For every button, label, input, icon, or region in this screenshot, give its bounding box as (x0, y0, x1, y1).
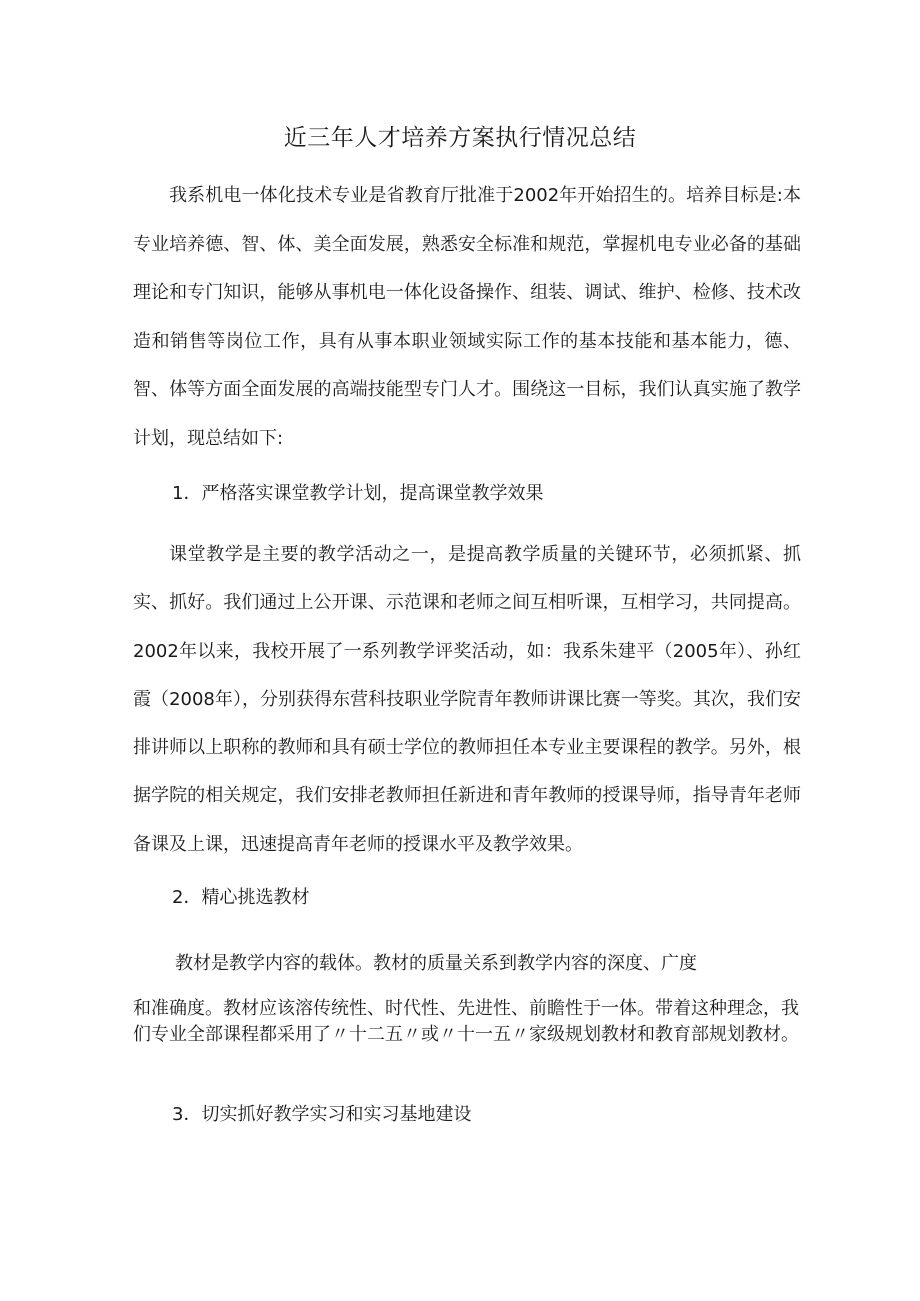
intro-paragraph: 我系机电一体化技术专业是省教育厅批准于2002年开始招生的。培养目标是:本专业培养德、智、体、美全面发展，熟悉安全标准和规范，掌握机电专业必备的基础理论和专门知识，能够从事机电一体化设备操作、组装、调试、维护、检修、技术改造和销售等岗位工作，具有从事本职业领域实际工作的基本技能和基本能力，德、智、体等方面全面发展的高端技能型专门人才。围绕这一目标，我们认真实施了教学计划，现总结如下: (133, 185, 801, 449)
section-heading-1: 1．严格落实课堂教学计划，提高课堂教学效果 (172, 483, 544, 504)
section-heading-2: 2．精心挑选教材 (172, 887, 310, 908)
section-body-2-first-line: 教材是教学内容的载体。教材的质量关系到教学内容的深度、广度 (175, 953, 697, 974)
document-title: 近三年人才培养方案执行情况总结 (283, 125, 637, 151)
section-body-1: 课堂教学是主要的教学活动之一，是提高教学质量的关键环节，必须抓紧、抓实、抓好。我们通过上公开课、示范课和老师之间互相听课，互相学习，共同提高。2002年以来，我校开展了一系列教学评奖活动，如：我系朱建平（2005年）、孙红霞（2008年），分别获得东营科技职业学院青年教师讲课比赛一等奖。其次，我们安排讲师以上职称的教师和具有硕士学位的教师担任本专业主要课程的教学。另外，根据学院的相关规定，我们安排老教师担任新进和青年教师的授课导师，指导青年老师备课及上课，迅速提高青年老师的授课水平及教学效果。 (133, 544, 801, 855)
section-body-2-rest: 和准确度。教材应该溶传统性、时代性、先进性、前瞻性于一体。带着这种理念，我们专业全部课程都采用了〃十二五〃或〃十一五〃家级规划教材和教育部规划教材。 (133, 998, 799, 1045)
section-heading-3: 3．切实抓好教学实习和实习基地建设 (172, 1104, 472, 1125)
